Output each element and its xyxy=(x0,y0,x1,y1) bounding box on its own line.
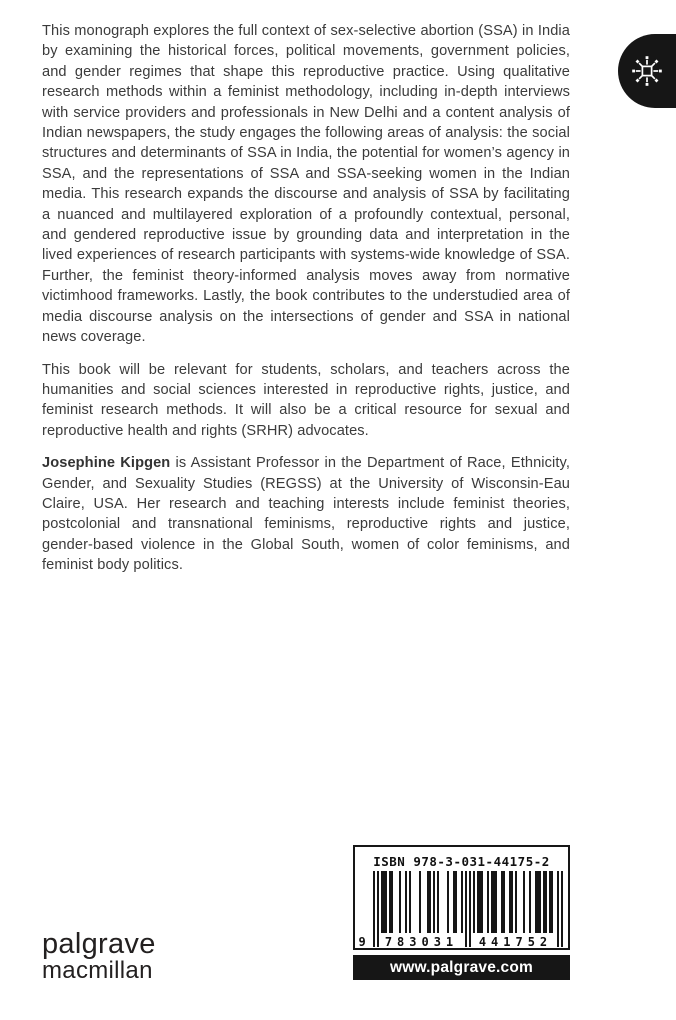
isbn-label: ISBN 978-3-031-44175-2 xyxy=(373,854,550,869)
back-cover-blurb xyxy=(42,21,570,588)
audience-paragraph: This book will be relevant for students, scholars, and teachers across the humanities and social sciences interested in reproductive rights, justice, and feminist research methods. It will also be a critical resource for sexual and reproductive health and rights (SRHR) advocates. xyxy=(42,361,570,439)
ean-digit-first: 9 xyxy=(358,935,366,949)
publisher-name-palgrave: palgrave xyxy=(42,928,156,960)
ean-digit-group-right: 441752 xyxy=(478,935,553,949)
author-bio-text: is Assistant Professor in the Department of Race, Ethnicity, Gender, and Sexuality Studies (REGSS) at the University of Wisconsin-Eau Claire, USA. Her research and teaching interests include feminist theories, postcolonial and transnational feminisms, reproductive rights and justice, gender-based violence in the Global South, women of color feminisms, and feminist body politics. xyxy=(42,455,570,574)
barcode-bars xyxy=(358,871,563,949)
synopsis-paragraph: This monograph explores the full context of sex-selective abortion (SSA) in India by examining the historical forces, political movements, government policies, and gender regimes that shape this reproductive practice. Using qualitative research methods within a feminist methodology, including in-depth interviews with service providers and professionals in New Delhi and a content analysis of Indian newspapers, the study engages the following areas of analysis: the social structures and determinants of SSA in India, the potential for women’s agency in SSA, and the representations of SSA and SSA-seeking women in the Indian media. This research expands the discourse and analysis of SSA by facilitating a nuanced and multilayered exploration of a profoundly contextual, personal, and gendered reproductive issue by grounding data and interpretation in the lived experiences of research participants with systems-wide knowledge of SSA. Further, the feminist theory-informed analysis moves away from normative victimhood frameworks. Lastly, the book contributes to the understudied area of media discourse analysis on the intersections of gender and SSA in national news coverage. xyxy=(42,23,570,346)
publisher-website: www.palgrave.com xyxy=(353,955,570,980)
publisher-wordmark xyxy=(42,929,156,984)
publisher-corner-tab xyxy=(618,34,676,108)
ean-digit-group-left: 783031 xyxy=(384,935,459,949)
publisher-name-macmillan: macmillan xyxy=(42,957,153,984)
starburst-icon xyxy=(630,54,664,88)
barcode-box xyxy=(353,845,570,950)
author-name: Josephine Kipgen xyxy=(42,455,171,472)
author-bio-paragraph xyxy=(42,453,570,575)
barcode-block xyxy=(353,845,570,980)
